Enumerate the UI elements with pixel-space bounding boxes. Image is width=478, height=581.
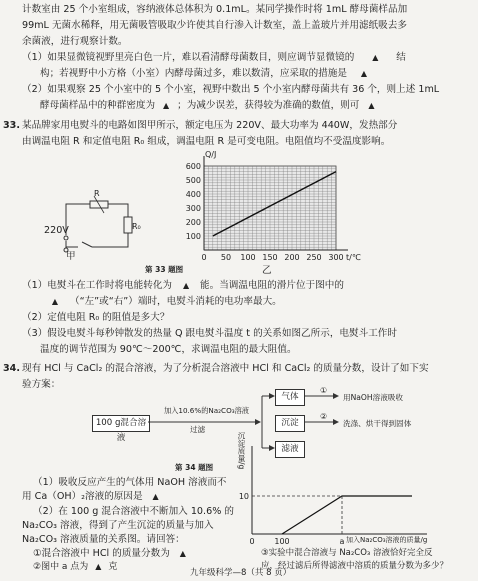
flow-filtrate-box: 滤液 xyxy=(275,441,305,458)
x-tick-label: 100 xyxy=(240,253,256,262)
q34-number: 34. xyxy=(3,363,20,374)
q33-part2: （2）定值电阻 R₀ 的阻值是多大？ xyxy=(22,312,170,323)
q34-stem-line1: 现有 HCl 与 CaCl₂ 的混合溶液，为了分析混合溶液中 HCl 和 CaCl₂ 的质量分数，设计了如下实 xyxy=(22,363,429,374)
x-tick-label: 250 xyxy=(306,253,322,262)
x-tick-label: 0 xyxy=(201,253,207,262)
flow-arrow-top-label: 加入10.6%的Na₂CO₃溶液 xyxy=(164,406,249,415)
q32-part1-line2: 构；若视野中小方格（小室）内酵母菌过多，难以数清，应采取的措施是 ▲ xyxy=(40,67,381,81)
chart-caption: 乙 xyxy=(262,265,272,276)
q33-figure-caption: 第 33 题图 xyxy=(145,265,184,274)
y-tick-label: 100 xyxy=(185,232,201,241)
q34-figure-caption: 第 34 题图 xyxy=(175,463,214,472)
q-vs-t-chart xyxy=(170,148,370,278)
x-tick-label: 100 xyxy=(274,537,290,546)
page-footer: 九年级科学—8（共 8 页） xyxy=(190,568,292,578)
q33-part1-line2: ▲ （“左”或“右”）端时，电熨斗消耗的电功率最大。 xyxy=(40,295,282,309)
resistor-r0 xyxy=(124,217,132,233)
switch xyxy=(82,242,92,247)
q32-part1-line1: （1）如果显微镜视野里亮白色一片，难以看清酵母菌数目，则应调节显微镜的 ▲ 结 xyxy=(22,52,406,63)
x-tick-label: 50 xyxy=(220,253,232,262)
x-tick-label: 200 xyxy=(284,253,300,262)
flow-step-2: ② xyxy=(320,412,328,421)
flow-arrow-bottom-label: 过滤 xyxy=(190,425,206,434)
answer-blank[interactable]: ▲ xyxy=(95,562,102,571)
x-tick-label: a xyxy=(339,537,345,546)
chart-x-label: t/℃ xyxy=(346,253,361,262)
answer-blank[interactable]: ▲ xyxy=(372,53,379,62)
y-tick-label: 200 xyxy=(185,218,201,227)
q34-sub2: ②图中 a 点为 ▲ 克 xyxy=(33,562,118,572)
q34-sub3-line2: 应，经过滤后所得滤液中溶质的质量分数为多少？ xyxy=(261,561,449,571)
y-tick-label: 600 xyxy=(185,162,201,171)
precipitate-series-line xyxy=(282,496,412,534)
y-tick-label: 500 xyxy=(185,176,201,185)
intro-line-1: 计数室由 25 个小室组成，容纳液体总体积为 0.1mL。某同学操作时将 1mL 酵母菌样品加 xyxy=(22,4,408,15)
flow-precip-action: 洗涤、烘干得到固体 xyxy=(343,419,412,428)
answer-blank[interactable]: ▲ xyxy=(360,69,368,78)
precip-chart-y-label: 沉淀质量/g xyxy=(237,432,246,470)
flow-gas-box: 气体 xyxy=(275,389,305,406)
q34-part2-line3: Na₂CO₃ 溶液质量的关系图。请回答： xyxy=(22,534,185,545)
y-tick-label: 10 xyxy=(238,492,249,501)
answer-blank[interactable]: ▲ xyxy=(179,549,186,558)
answer-blank[interactable]: ▲ xyxy=(152,492,159,501)
q33-part1-line1: （1）电熨斗在工作时将电能转化为 ▲ 能。当调温电阻的滑片位于图中的 xyxy=(22,280,344,291)
q34-sub1: ①混合溶液中 HCl 的质量分数为 ▲ xyxy=(33,547,196,561)
circuit-caption: 甲 xyxy=(66,251,76,262)
q33-part3-line1: （3）假设电熨斗每秒钟散发的热量 Q 跟电熨斗温度 t 的关系如图乙所示，电熨斗工作时 xyxy=(22,328,397,339)
answer-blank[interactable]: ▲ xyxy=(368,101,375,110)
q32-part2-line1: （2）如果观察 25 个小室中的 5 个小室，视野中数出 5 个小室内酵母菌共有 36 个，则上述 1mL xyxy=(22,84,440,95)
x-tick-label: 150 xyxy=(262,253,278,262)
q34-part1-line1: （1）吸收反应产生的气体用 NaOH 溶液而不 xyxy=(33,477,227,488)
y-tick-label: 400 xyxy=(185,190,201,199)
flow-start-box: 100 g混合溶液 xyxy=(92,415,150,432)
flow-gas-action: 用NaOH溶液吸收 xyxy=(343,393,403,402)
q33-part3-line2: 温度的调节范围为 90℃～200℃，求调温电阻的最大阻值。 xyxy=(40,344,297,355)
q34-sub3-line1: ③实验中混合溶液与 Na₂CO₃ 溶液恰好完全反 xyxy=(261,548,433,558)
intro-line-3: 余菌液，进行观察计数。 xyxy=(22,36,128,47)
q34-stem-line2: 验方案： xyxy=(22,379,61,390)
flow-precip-box: 沉淀 xyxy=(275,415,305,432)
x-tick-label: 0 xyxy=(249,537,255,546)
q32-part2-line2: 酵母菌样品中的种群密度为 ▲ ；为减少误差，获得较为准确的数值，则可 ▲ xyxy=(40,99,383,113)
x-tick-label: 300 xyxy=(328,253,344,262)
answer-blank[interactable]: ▲ xyxy=(163,101,170,110)
answer-blank[interactable]: ▲ xyxy=(182,281,190,290)
precip-chart-x-label: 加入Na₂CO₃溶液的质量/g xyxy=(346,536,428,544)
q34-part1-line2: 用 Ca（OH）₂溶液的原因是 ▲ xyxy=(22,490,169,504)
voltage-label: 220V xyxy=(44,225,69,236)
answer-blank[interactable]: ▲ xyxy=(51,297,59,306)
rheostat-arrow xyxy=(94,196,104,213)
q34-part2-line2: Na₂CO₃ 溶液，得到了产生沉淀的质量与加入 xyxy=(22,520,214,531)
q33-stem-line2: 由调温电阻 R 和定值电阻 R₀ 组成，调温电阻 R 是可变电阻。电阻值均不受温度影响。 xyxy=(22,136,391,147)
resistor-r-label: R xyxy=(94,189,100,198)
y-tick-label: 300 xyxy=(185,204,201,213)
precipitate-chart xyxy=(232,444,432,544)
resistor-r0-label: R₀ xyxy=(132,222,141,231)
q33-stem-line1: 某品牌家用电熨斗的电路如图甲所示，额定电压为 220V、最大功率为 440W，发热部分 xyxy=(22,120,398,131)
intro-line-2: 99mL 无菌水稀释，用无菌吸管吸取少许使其自行渗入计数室，盖上盖玻片并用滤纸吸去多 xyxy=(22,20,407,31)
q34-part2-line1: （2）在 100 g 混合溶液中不断加入 10.6% 的 xyxy=(33,506,234,517)
q33-number: 33. xyxy=(3,120,20,131)
flow-step-1: ① xyxy=(320,386,328,395)
chart-y-label: Q/J xyxy=(205,150,217,159)
